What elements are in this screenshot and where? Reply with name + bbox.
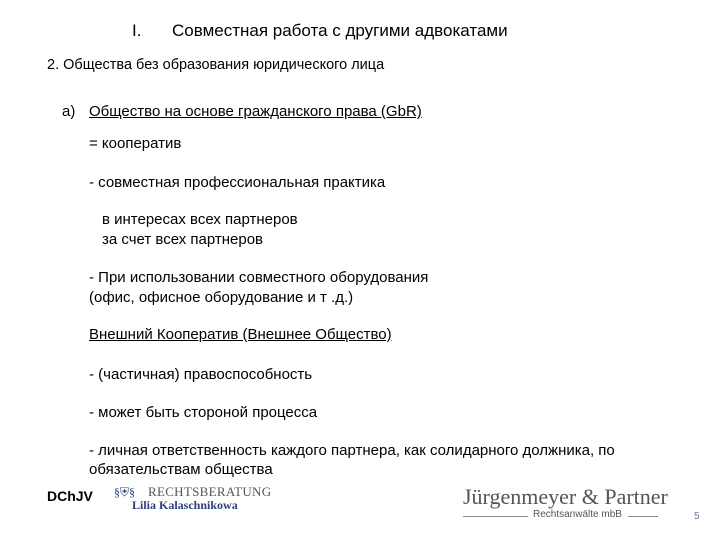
- page-title: Совместная работа с другими адвокатами: [172, 21, 508, 40]
- heading-roman-numeral: I.: [132, 21, 142, 40]
- firm-logo: Jürgenmeyer & Partner: [463, 484, 668, 509]
- body-line: обязательствам общества: [89, 461, 273, 478]
- firm-logo-rule-right: [628, 516, 658, 517]
- body-line: за счет всех партнеров: [102, 231, 264, 248]
- seal-icon: §⛨§: [114, 485, 136, 499]
- body-line: - (частичная) правоспособность: [89, 366, 313, 383]
- page-number: 5: [694, 511, 700, 522]
- body-line: в интересах всех партнеров: [102, 211, 298, 228]
- rechtsberatung-logo-title: RECHTSBERATUNG: [148, 484, 272, 499]
- firm-logo-rule-left: [463, 516, 528, 517]
- firm-logo-subtitle: Rechtsanwälte mbB: [533, 509, 622, 520]
- body-line-underlined: Внешний Кооператив (Внешнее Общество): [89, 326, 392, 343]
- subsection-label: а): [62, 103, 76, 120]
- rechtsberatung-logo-name: Lilia Kalaschnikowa: [132, 498, 238, 512]
- body-line: (офис, офисное оборудование и т .д.): [89, 289, 354, 306]
- body-line: = кооператив: [89, 135, 182, 152]
- body-line: - может быть стороной процесса: [89, 404, 318, 421]
- body-line: - совместная профессиональная практика: [89, 174, 386, 191]
- body-line: - При использовании совместного оборудования: [89, 269, 429, 286]
- footer-dchjv-label: DChJV: [47, 488, 93, 504]
- section-heading: 2. Общества без образования юридического лица: [47, 57, 385, 73]
- body-line: - личная ответственность каждого партнера, как солидарного должника, по: [89, 442, 615, 459]
- subsection-title: Общество на основе гражданского права (GbR): [89, 103, 422, 120]
